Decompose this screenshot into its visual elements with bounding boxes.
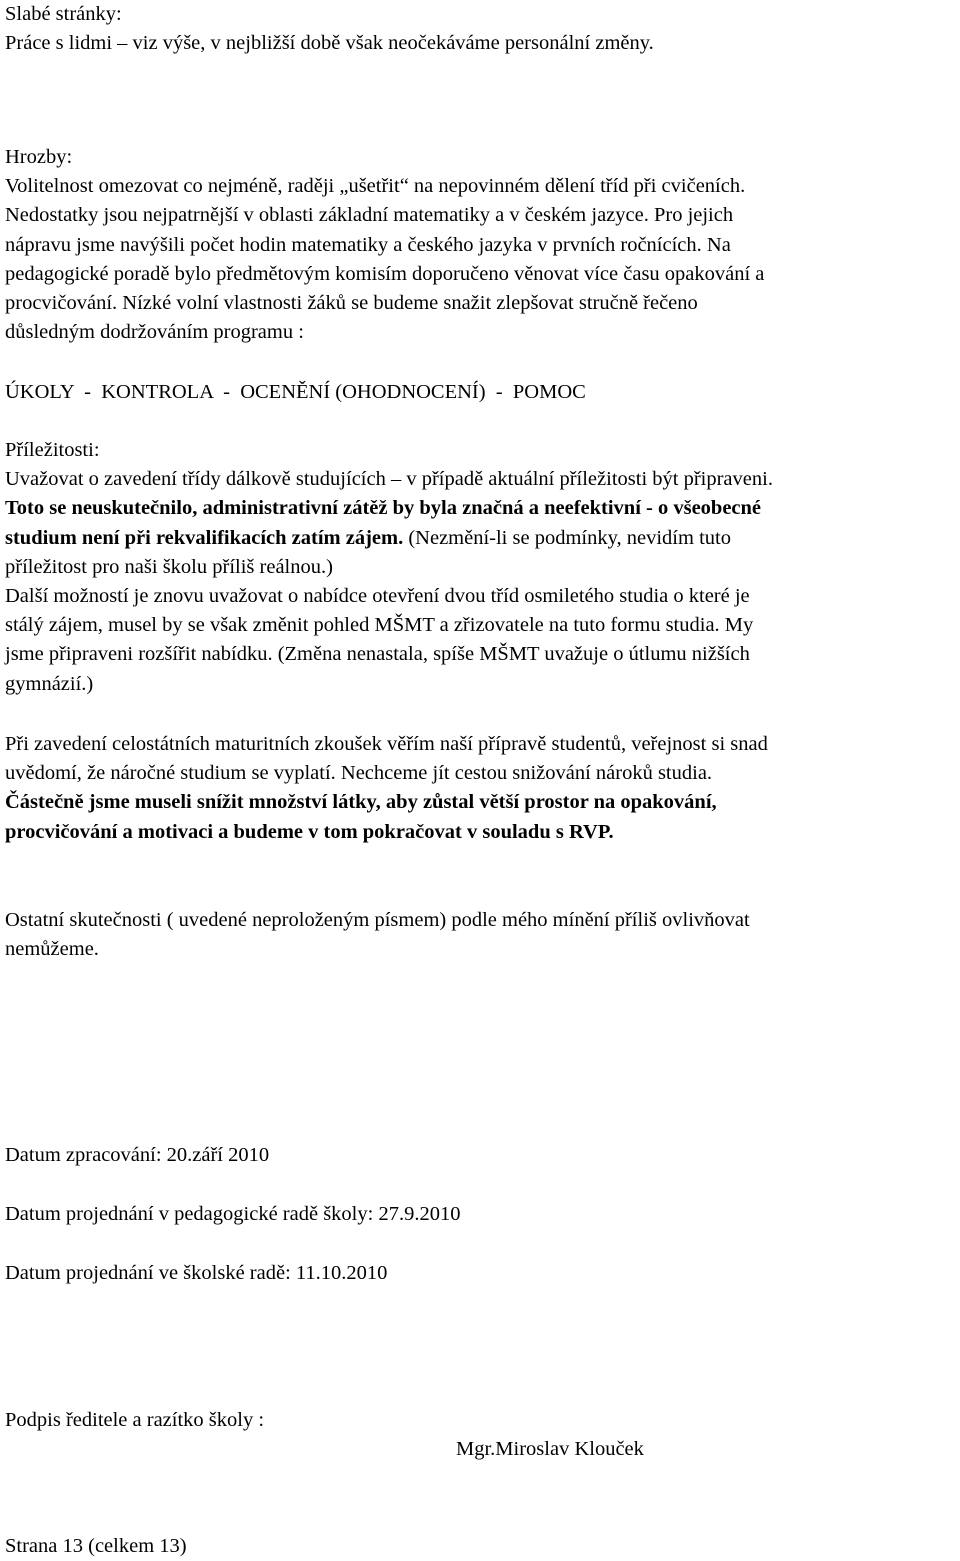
exams-line: uvědomí, že náročné studium se vyplatí. Nechceme jít cestou snižování nároků studia. <box>5 762 713 785</box>
weaknesses-text: Práce s lidmi – viz výše, v nejbližší době však neočekáváme personální změny. <box>5 32 654 55</box>
other-line: nemůžeme. <box>5 938 99 961</box>
exams-line: Při zavedení celostátních maturitních zkoušek věřím naší přípravě studentů, veřejnost si snad <box>5 733 768 755</box>
threats-line: nápravu jsme navýšili počet hodin matematiky a českého jazyka v prvních ročnících. Na <box>5 233 731 256</box>
exams-bold-line: Částečně jsme museli snížit množství látky, aby zůstal větší prostor na opakování, <box>5 791 717 814</box>
threats-line: Volitelnost omezovat co nejméně, raději „ušetřit“ na nepovinném dělení tříd při cvičeních. <box>5 175 746 198</box>
weaknesses-section <box>5 0 955 58</box>
other-line: Ostatní skutečnosti ( uvedené neproloženým písmem) podle mého mínění příliš ovlivňovat <box>5 909 750 931</box>
signature-label <box>5 1406 955 1435</box>
motto-text: ÚKOLY - KONTROLA - OCENĚNÍ (OHODNOCENÍ) - POMOC <box>5 381 586 403</box>
date-teachers-council <box>5 1200 955 1229</box>
exams-section <box>5 730 955 847</box>
threats-section <box>5 143 955 347</box>
opportunities-line: gymnázií.) <box>5 672 94 695</box>
date-processed-text: Datum zpracování: 20.září 2010 <box>5 1144 270 1166</box>
threats-line: procvičování. Nízké volní vlastnosti žáků se budeme snažit zlepšovat stručně řečeno <box>5 292 698 315</box>
opportunities-line: stálý zájem, musel by se však změnit pohled MŠMT a zřizovatele na tuto formu studia. My <box>5 614 754 637</box>
threats-heading: Hrozby: <box>5 146 73 168</box>
date-school-council <box>5 1259 955 1288</box>
signature-name <box>456 1435 644 1464</box>
signature-label-text: Podpis ředitele a razítko školy : <box>5 1409 265 1431</box>
opportunities-line: jsme připraveni rozšířit nabídku. (Změna nenastala, spíše MŠMT uvažuje o útlumu nižších <box>5 643 750 666</box>
page-number: Strana 13 (celkem 13) <box>5 1535 187 1557</box>
opportunities-normal-fragment: (Nezmění-li se podmínky, nevidím tuto <box>403 526 731 549</box>
page-footer <box>5 1532 955 1561</box>
date-processed <box>5 1141 955 1170</box>
motto-section <box>5 378 955 407</box>
date-teachers-council-text: Datum projednání v pedagogické radě školy: 27.9.2010 <box>5 1203 461 1225</box>
opportunities-line: Uvažovat o zavedení třídy dálkově studujících – v případě aktuální příležitosti být připraveni. <box>5 468 773 491</box>
weaknesses-heading: Slabé stránky: <box>5 3 122 25</box>
opportunities-line: Další možností je znovu uvažovat o nabídce otevření dvou tříd osmiletého studia o které je <box>5 585 750 608</box>
opportunities-line: příležitost pro naši školu příliš reálnou.) <box>5 555 333 578</box>
opportunities-heading: Příležitosti: <box>5 439 100 461</box>
opportunities-mixed-line <box>5 524 955 553</box>
signature-name-text: Mgr.Miroslav Klouček <box>456 1438 644 1460</box>
opportunities-bold-fragment: studium není při rekvalifikacích zatím zájem. <box>5 526 404 549</box>
opportunities-bold-line: Toto se neuskutečnilo, administrativní zátěž by byla značná a neefektivní - o všeobecné <box>5 497 762 520</box>
other-section <box>5 906 955 964</box>
exams-bold-line: procvičování a motivaci a budeme v tom pokračovat v souladu s RVP. <box>5 820 614 843</box>
threats-line: Nedostatky jsou nejpatrnější v oblasti základní matematiky a v českém jazyce. Pro jejich <box>5 204 734 227</box>
opportunities-section <box>5 436 955 699</box>
date-school-council-text: Datum projednání ve školské radě: 11.10.2010 <box>5 1262 388 1284</box>
threats-line: důsledným dodržováním programu : <box>5 321 304 344</box>
threats-line: pedagogické poradě bylo předmětovým komisím doporučeno věnovat více času opakování a <box>5 262 765 285</box>
